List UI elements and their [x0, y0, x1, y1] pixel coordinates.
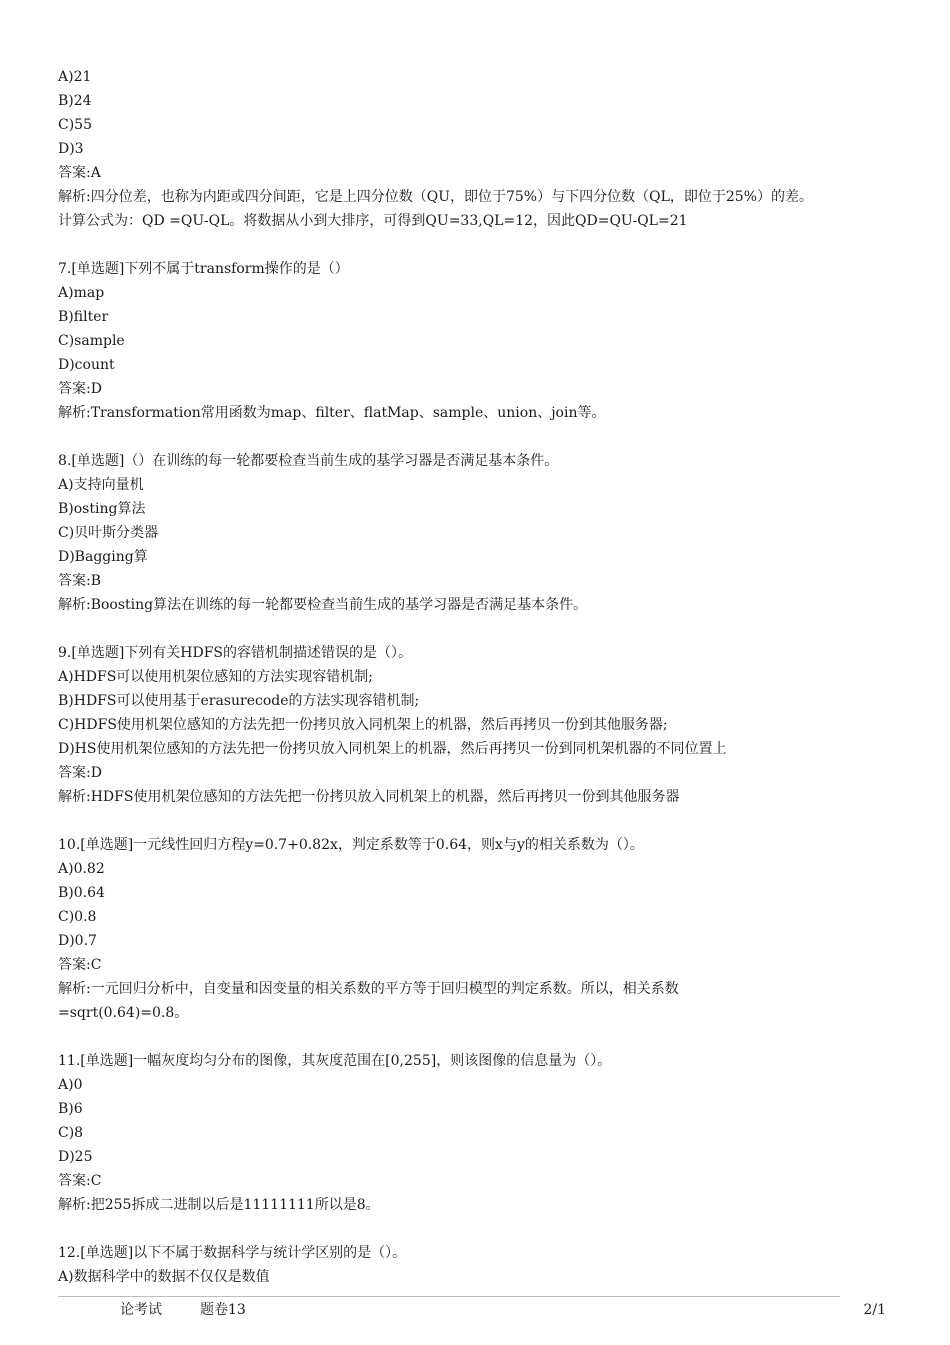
option-a: A)map [58, 285, 105, 301]
option-b: B)0.64 [58, 885, 105, 901]
answer: 答案:B [58, 573, 102, 589]
answer: 答案:D [58, 765, 102, 781]
option-a: A)21 [58, 69, 92, 85]
option-b: B)24 [58, 93, 92, 109]
answer: 答案:D [58, 381, 102, 397]
question-stem: 7.[单选题]下列不属于transform操作的是（） [58, 261, 349, 277]
option-b: B)6 [58, 1101, 83, 1117]
question-stem: 8.[单选题]（）在训练的每一轮都要检查当前生成的基学习器是否满足基本条件。 [58, 453, 559, 469]
document-page [58, 65, 898, 1289]
option-c: C)HDFS使用机架位感知的方法先把一份拷贝放入同机架上的机器，然后再拷贝一份到其他服务器; [58, 717, 668, 733]
answer: 答案:C [58, 1173, 102, 1189]
footer-divider [58, 1296, 840, 1297]
question-9 [58, 641, 898, 809]
option-b: B)osting算法 [58, 501, 146, 517]
question-11 [58, 1049, 898, 1217]
option-a: A)HDFS可以使用机架位感知的方法实现容错机制; [58, 669, 374, 685]
explanation-line: 解析:把255拆成二进制以后是11111111所以是8。 [58, 1197, 380, 1213]
question-stem: 9.[单选题]下列有关HDFS的容错机制描述错误的是（）。 [58, 645, 413, 661]
explanation-line: 解析:Transformation常用函数为map、filter、flatMap、sample、union、join等。 [58, 405, 606, 421]
carryover-question [58, 65, 898, 233]
option-a: A)0 [58, 1077, 83, 1093]
option-d: D)HS使用机架位感知的方法先把一份拷贝放入同机架上的机器，然后再拷贝一份到同机架机器的不同位置上 [58, 741, 727, 757]
footer-middle-text: 题卷13 [200, 1302, 246, 1318]
question-stem: 12.[单选题]以下不属于数据科学与统计学区别的是（）。 [58, 1245, 407, 1261]
question-stem: 11.[单选题]一幅灰度均匀分布的图像，其灰度范围在[0,255]，则该图像的信息量为（）。 [58, 1053, 612, 1069]
footer-left-text: 论考试 [120, 1302, 162, 1318]
question-10 [58, 833, 898, 1025]
option-d: D)Bagging算 [58, 549, 148, 565]
question-12 [58, 1241, 898, 1289]
explanation-line: 解析:Boosting算法在训练的每一轮都要检查当前生成的基学习器是否满足基本条件。 [58, 597, 588, 613]
option-c: C)sample [58, 333, 125, 349]
explanation-line: 解析:一元回归分析中，自变量和因变量的相关系数的平方等于回归模型的判定系数。所以，相关系数 [58, 981, 679, 997]
option-b: B)filter [58, 309, 109, 325]
question-8 [58, 449, 898, 617]
answer: 答案:A [58, 165, 101, 181]
option-c: C)0.8 [58, 909, 97, 925]
page-number: 2/1 [863, 1302, 886, 1318]
option-d: D)0.7 [58, 933, 97, 949]
question-stem: 10.[单选题]一元线性回归方程y=0.7+0.82x，判定系数等于0.64，则x与y的相关系数为（）。 [58, 837, 644, 853]
option-c: C)8 [58, 1125, 84, 1141]
option-c: C)55 [58, 117, 92, 133]
answer: 答案:C [58, 957, 102, 973]
option-d: D)count [58, 357, 115, 373]
option-b: B)HDFS可以使用基于erasurecode的方法实现容错机制; [58, 693, 420, 709]
explanation-line: =sqrt(0.64)=0.8。 [58, 1005, 189, 1021]
option-d: D)25 [58, 1149, 93, 1165]
option-a: A)数据科学中的数据不仅仅是数值 [58, 1269, 270, 1285]
explanation-line: 计算公式为：QD =QU-QL。将数据从小到大排序，可得到QU=33,QL=12，因此QD=QU-QL=21 [58, 213, 688, 229]
option-d: D)3 [58, 141, 84, 157]
option-c: C)贝叶斯分类器 [58, 525, 159, 541]
question-7 [58, 257, 898, 425]
option-a: A)支持向量机 [58, 477, 144, 493]
option-a: A)0.82 [58, 861, 105, 877]
explanation-line: 解析:HDFS使用机架位感知的方法先把一份拷贝放入同机架上的机器，然后再拷贝一份到其他服务器 [58, 789, 680, 805]
explanation-line: 解析:四分位差，也称为内距或四分间距，它是上四分位数（QU，即位于75%）与下四分位数（QL，即位于25%）的差。 [58, 189, 813, 205]
